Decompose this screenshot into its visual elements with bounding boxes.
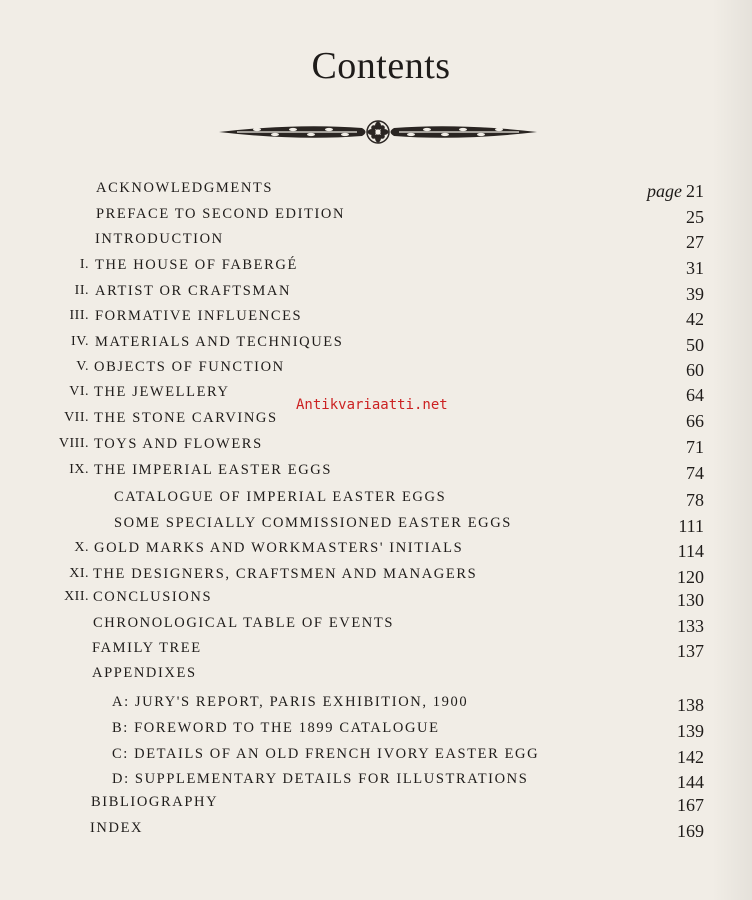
chapter-numeral: I. bbox=[79, 257, 89, 272]
toc-row bbox=[0, 589, 752, 613]
toc-entry-label: ACKNOWLEDGMENTS bbox=[96, 180, 274, 196]
toc-entry-page: 137 bbox=[677, 641, 704, 661]
ornament-divider-icon bbox=[217, 117, 539, 147]
toc-row bbox=[0, 615, 752, 639]
toc-entry-label: PREFACE TO SECOND EDITION bbox=[96, 206, 346, 222]
chapter-numeral: VI. bbox=[69, 384, 89, 399]
page-title: Contents bbox=[311, 45, 451, 87]
toc-entry-label: C: DETAILS OF AN OLD FRENCH IVORY EASTER EGG bbox=[112, 746, 540, 762]
toc-entry-page: 25 bbox=[686, 207, 704, 227]
toc-entry-label: BIBLIOGRAPHY bbox=[91, 794, 219, 810]
toc-entry-label: INTRODUCTION bbox=[95, 231, 224, 247]
chapter-numeral: XI. bbox=[69, 566, 89, 581]
toc-entry-page: 27 bbox=[686, 232, 704, 252]
toc-row bbox=[0, 746, 752, 770]
toc-entry-label: THE HOUSE OF FABERGÉ bbox=[95, 257, 298, 273]
toc-entry-label: B: FOREWORD TO THE 1899 CATALOGUE bbox=[112, 720, 440, 736]
toc-entry-label: FAMILY TREE bbox=[92, 640, 202, 656]
toc-row bbox=[0, 820, 752, 844]
toc-entry-page: 74 bbox=[686, 463, 704, 483]
toc-row bbox=[0, 489, 752, 513]
toc-row bbox=[0, 436, 752, 460]
toc-entry-page: 138 bbox=[677, 695, 704, 715]
toc-entry-page: 111 bbox=[678, 516, 704, 536]
toc-row bbox=[0, 283, 752, 307]
toc-entry-label: CATALOGUE OF IMPERIAL EASTER EGGS bbox=[114, 489, 447, 505]
toc-entry-page: 130 bbox=[677, 590, 704, 610]
toc-entry-page: 169 bbox=[677, 821, 704, 841]
toc-row bbox=[0, 794, 752, 818]
toc-entry-page: 114 bbox=[677, 541, 704, 561]
toc-entry-page: 142 bbox=[677, 747, 704, 767]
toc-entry-label: MATERIALS AND TECHNIQUES bbox=[95, 334, 344, 350]
toc-page-number: 21 bbox=[686, 181, 704, 201]
chapter-numeral: V. bbox=[76, 359, 89, 374]
toc-entry-label: D: SUPPLEMENTARY DETAILS FOR ILLUSTRATIONS bbox=[112, 771, 529, 787]
toc-entry-label: THE JEWELLERY bbox=[94, 384, 230, 400]
chapter-numeral: IV. bbox=[71, 334, 89, 349]
toc-row bbox=[0, 359, 752, 383]
toc-row bbox=[0, 665, 752, 689]
toc-row bbox=[0, 257, 752, 281]
toc-entry-page: 78 bbox=[686, 490, 704, 510]
toc-entry-page: 167 bbox=[677, 795, 704, 815]
toc-entry-label: CONCLUSIONS bbox=[93, 589, 213, 605]
toc-entry-label: SOME SPECIALLY COMMISSIONED EASTER EGGS bbox=[114, 515, 512, 531]
toc-row bbox=[0, 640, 752, 664]
chapter-numeral: II. bbox=[74, 283, 89, 298]
toc-entry-label: ARTIST OR CRAFTSMAN bbox=[95, 283, 292, 299]
page-word: page bbox=[647, 181, 682, 201]
chapter-numeral: IX. bbox=[69, 462, 89, 477]
toc-row bbox=[0, 720, 752, 744]
toc-entry-label: THE STONE CARVINGS bbox=[94, 410, 278, 426]
toc-entry-label: CHRONOLOGICAL TABLE OF EVENTS bbox=[93, 615, 394, 631]
watermark-text: Antikvariaatti.net bbox=[296, 397, 448, 413]
toc-entry-page bbox=[647, 181, 704, 202]
toc-row bbox=[0, 771, 752, 795]
toc-entry-label: THE IMPERIAL EASTER EGGS bbox=[94, 462, 333, 478]
toc-row bbox=[0, 410, 752, 434]
chapter-numeral: III. bbox=[69, 308, 89, 323]
chapter-numeral: XII. bbox=[64, 589, 89, 604]
toc-entry-page: 50 bbox=[686, 335, 704, 355]
toc-entry-page: 71 bbox=[686, 437, 704, 457]
toc-row bbox=[0, 462, 752, 486]
toc-row bbox=[0, 180, 752, 204]
toc-entry-page: 133 bbox=[677, 616, 704, 636]
toc-row bbox=[0, 694, 752, 718]
toc-row bbox=[0, 231, 752, 255]
toc-entry-page: 120 bbox=[677, 567, 704, 587]
toc-entry-label: FORMATIVE INFLUENCES bbox=[95, 308, 303, 324]
chapter-numeral: VII. bbox=[64, 410, 89, 425]
toc-entry-page: 144 bbox=[677, 772, 704, 792]
toc-entry-page: 64 bbox=[686, 385, 704, 405]
toc-entry-label: APPENDIXES bbox=[92, 665, 197, 681]
chapter-numeral: X. bbox=[74, 540, 89, 555]
toc-row bbox=[0, 515, 752, 539]
toc-entry-label: A: JURY'S REPORT, PARIS EXHIBITION, 1900 bbox=[112, 694, 469, 710]
toc-entry-page: 139 bbox=[677, 721, 704, 741]
toc-row bbox=[0, 308, 752, 332]
toc-entry-page: 60 bbox=[686, 360, 704, 380]
toc-row bbox=[0, 206, 752, 230]
toc-entry-label: INDEX bbox=[90, 820, 144, 836]
toc-entry-label: GOLD MARKS AND WORKMASTERS' INITIALS bbox=[94, 540, 464, 556]
toc-entry-page: 31 bbox=[686, 258, 704, 278]
toc-row bbox=[0, 566, 752, 590]
toc-entry-label: TOYS AND FLOWERS bbox=[94, 436, 263, 452]
toc-entry-label: OBJECTS OF FUNCTION bbox=[94, 359, 285, 375]
toc-row bbox=[0, 540, 752, 564]
toc-row bbox=[0, 334, 752, 358]
chapter-numeral: VIII. bbox=[58, 436, 89, 451]
toc-entry-page: 42 bbox=[686, 309, 704, 329]
toc-entry-page: 39 bbox=[686, 284, 704, 304]
toc-entry-page: 66 bbox=[686, 411, 704, 431]
toc-entry-label: THE DESIGNERS, CRAFTSMEN AND MANAGERS bbox=[93, 566, 478, 582]
